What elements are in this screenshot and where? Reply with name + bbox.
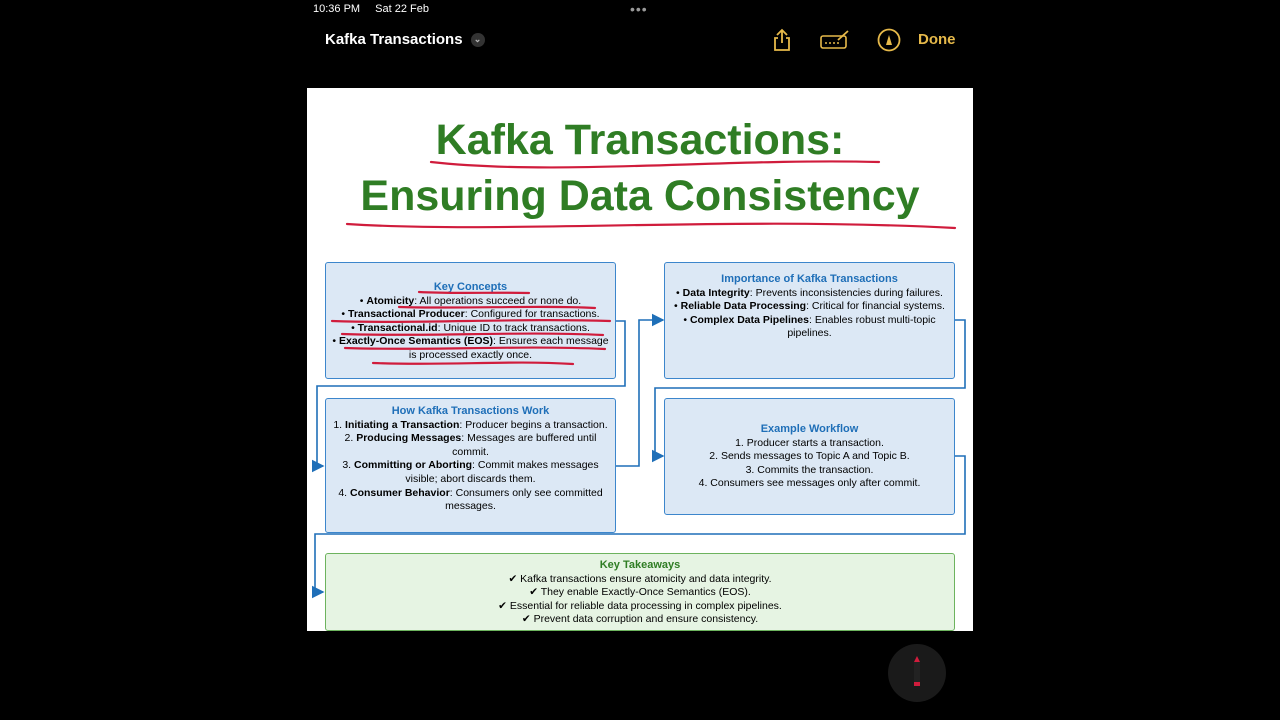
key-takeaways-heading: Key Takeaways	[599, 559, 681, 571]
pencil-tool-button[interactable]	[888, 644, 946, 702]
status-time: 10:36 PM	[313, 3, 361, 15]
list-item: • Data Integrity: Prevents inconsistencies during failures.	[676, 286, 943, 299]
list-item: 3. Commits the transaction.	[745, 463, 874, 476]
chevron-down-icon: ⌄	[471, 33, 485, 47]
importance-heading: Importance of Kafka Transactions	[721, 273, 898, 285]
red-annotation-strokes	[307, 88, 973, 631]
list-item: • Exactly-Once Semantics (EOS): Ensures each message is processed exactly once.	[332, 335, 609, 361]
workflow-heading: Example Workflow	[760, 423, 859, 435]
multitasking-dots-icon[interactable]: •••	[630, 1, 648, 17]
list-item: • Reliable Data Processing: Critical for financial systems.	[674, 300, 945, 313]
list-item: ✔ Kafka transactions ensure atomicity and data integrity.	[508, 572, 772, 585]
list-item: 2. Sends messages to Topic A and Topic B.	[709, 450, 910, 463]
page-title-line2: Ensuring Data Consistency	[360, 172, 920, 220]
document-title: Kafka Transactions	[325, 31, 463, 48]
list-item: ✔ Essential for reliable data processing in complex pipelines.	[498, 599, 782, 612]
list-item: 3. Committing or Aborting: Commit makes messages visible; abort discards them.	[342, 459, 599, 485]
key-concepts-heading: Key Concepts	[433, 281, 508, 293]
pencil-icon	[888, 644, 946, 702]
pen-circle-icon[interactable]	[877, 28, 901, 57]
list-item: • Transactional.id: Unique ID to track transactions.	[351, 321, 590, 334]
how-it-works-heading: How Kafka Transactions Work	[391, 405, 550, 417]
list-item: • Transactional Producer: Configured for transactions.	[341, 308, 600, 321]
list-item: ✔ They enable Exactly-Once Semantics (EOS).	[529, 586, 751, 599]
list-item: • Complex Data Pipelines: Enables robust multi-topic pipelines.	[683, 313, 936, 340]
list-item: 2. Producing Messages: Messages are buffered until commit.	[344, 432, 597, 458]
list-item: 1. Producer starts a transaction.	[735, 436, 884, 449]
status-date: Sat 22 Feb	[375, 3, 429, 15]
list-item: 4. Consumer Behavior: Consumers only see committed messages.	[338, 486, 603, 513]
document-page	[307, 88, 973, 631]
page-title-line1: Kafka Transactions:	[435, 116, 845, 164]
markup-icon[interactable]	[820, 30, 850, 57]
status-bar	[313, 3, 441, 15]
list-item: 4. Consumers see messages only after commit.	[698, 477, 921, 490]
list-item: • Atomicity: All operations succeed or none do.	[359, 294, 582, 307]
share-icon[interactable]	[772, 28, 792, 57]
done-button[interactable]: Done	[918, 31, 956, 48]
list-item: ✔ Prevent data corruption and ensure consistency.	[521, 613, 759, 626]
list-item: 1. Initiating a Transaction: Producer begins a transaction.	[333, 418, 608, 431]
document-title-button[interactable]	[325, 31, 485, 48]
